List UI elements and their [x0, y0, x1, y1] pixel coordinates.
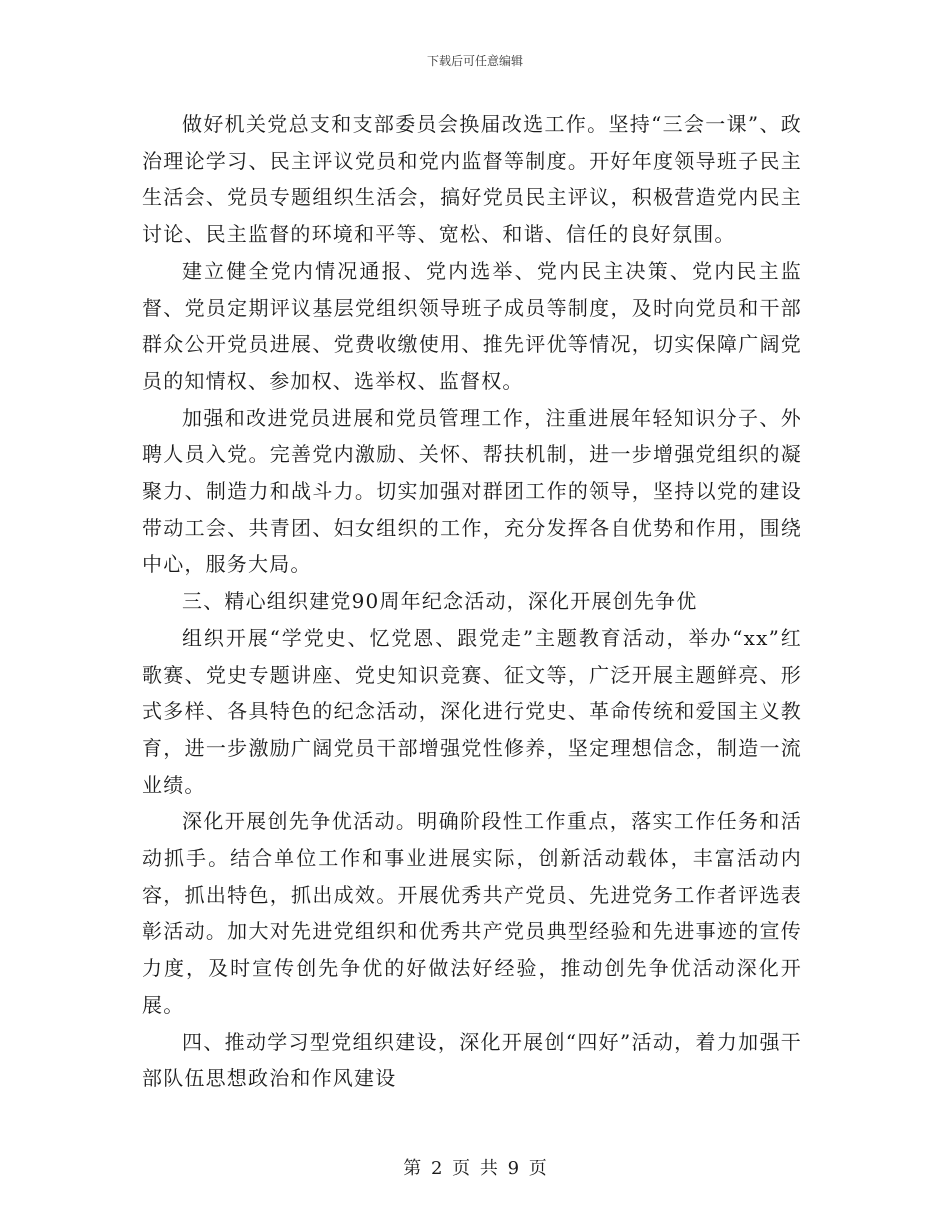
page-number-footer: 第 2 页 共 9 页 [403, 1158, 547, 1179]
paragraph-5: 深化开展创先争优活动。明确阶段性工作重点，落实工作任务和活动抓手。结合单位工作和事业进展实际，创新活动载体，丰富活动内容，抓出特色，抓出成效。开展优秀共产党员、先进党务工作者评选表彰活动。加大对先进党组织和优秀共产党员典型经验和先进事迹的宣传力度，及时宣传创先争优的好做法好经验，推动创先争优活动深化开展。 [142, 809, 802, 1017]
section-heading-3: 三、精心组织建党90周年纪念活动，深化开展创先争优 [182, 589, 698, 614]
page-header: 下载后可任意编辑 [426, 54, 523, 68]
section-heading-4: 四、推动学习型党组织建设，深化开展创“四好”活动，着力加强干部队伍思想政治和作风建设 [142, 1029, 802, 1091]
paragraph-3: 加强和改进党员进展和党员管理工作，注重进展年轻知识分子、外聘人员入党。完善党内激励、关怀、帮扶机制，进一步增强党组织的凝聚力、制造力和战斗力。切实加强对群团工作的领导，坚持以党的建设带动工会、共青团、妇女组织的工作，充分发挥各自优势和作用，围绕中心，服务大局。 [142, 405, 802, 577]
paragraph-2: 建立健全党内情况通报、党内选举、党内民主决策、党内民主监督、党员定期评议基层党组织领导班子成员等制度，及时向党员和干部群众公开党员进展、党费收缴使用、推先评优等情况，切实保障广阔党员的知情权、参加权、选举权、监督权。 [142, 258, 802, 393]
document-body [142, 106, 802, 1097]
paragraph-4: 组织开展“学党史、忆党恩、跟党走”主题教育活动，举办“xx”红歌赛、党史专题讲座、党史知识竞赛、征文等，广泛开展主题鲜亮、形式多样、各具特色的纪念活动，深化进行党史、革命传统和爱国主义教育，进一步激励广阔党员干部增强党性修养，坚定理想信念，制造一流业绩。 [142, 625, 802, 797]
paragraph-1: 做好机关党总支和支部委员会换届改选工作。坚持“三会一课”、政治理论学习、民主评议党员和党内监督等制度。开好年度领导班子民主生活会、党员专题组织生活会，搞好党员民主评议，积极营造党内民主讨论、民主监督的环境和平等、宽松、和谐、信任的良好氛围。 [142, 112, 802, 247]
